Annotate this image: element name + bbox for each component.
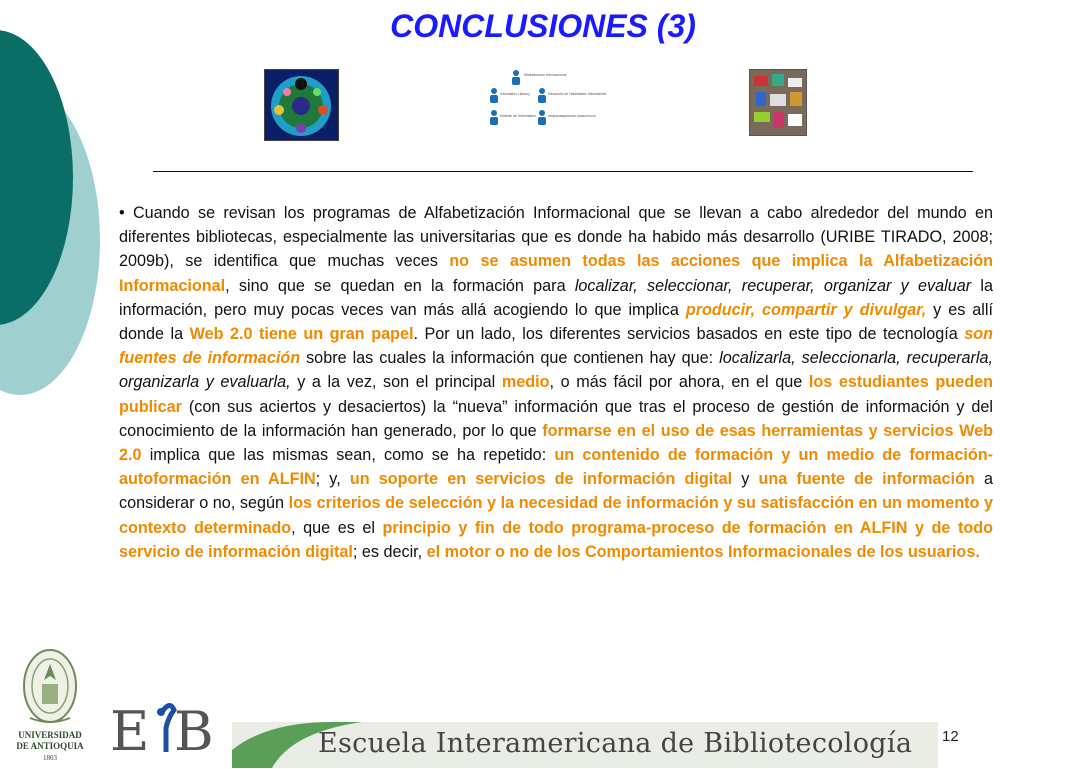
body-text-run: y a la vez, son el principal: [290, 373, 502, 392]
body-text-run: , sino que se quedan en la formación para: [225, 276, 575, 295]
highlighted-text: localizarla, seleccionarla, recuperarla, organizarla y evaluarla,: [119, 349, 993, 392]
alfin-label-es: Alfabetización Informacional: [524, 73, 567, 77]
alfin-label-dhi: Desarrollo de Habilidades Informativas: [548, 92, 607, 96]
universidad-antioquia-logo: [14, 646, 86, 764]
alfin-label-fr: Maîtrise de l'information: [500, 114, 536, 118]
divider-line: [153, 171, 973, 172]
body-text-run: y es allí donde la: [119, 300, 993, 344]
body-text-run: y: [732, 470, 759, 489]
svg-text:B: B: [174, 700, 214, 763]
conclusion-paragraph: [119, 201, 993, 564]
highlighted-text: son fuentes de información: [119, 325, 994, 368]
body-text-run: ; y,: [315, 470, 350, 489]
university-name-line2: DE ANTIOQUIA: [16, 741, 84, 751]
collage-image: [749, 69, 807, 136]
body-text-run: la información, pero muy pocas veces van más allá acogiendo lo que implica: [119, 276, 993, 319]
highlighted-text: una fuente de información: [758, 470, 975, 489]
body-text-run: , o más fácil por ahora, en el que: [549, 373, 809, 392]
alfin-diagram-image: [484, 67, 607, 131]
body-text-run: • Cuando se revisan los programas de Alfabetización Informacional que se llevan a cabo alrededor del mundo en diferentes bibliotecas, especialmente las universitarias que es donde ha habido más desarrollo (URIBE TIRADO, 2008; 2009b), se identifica que muchas veces: [119, 204, 993, 271]
university-name-line1: UNIVERSIDAD: [18, 730, 82, 740]
highlighted-text: localizar, seleccionar, recuperar, organizar y evaluar: [574, 276, 972, 295]
planet-network-image: [264, 69, 339, 141]
body-text-run: a considerar o no, según: [119, 470, 993, 513]
body-text-run: implica que las mismas sean, como se ha repetido:: [141, 446, 555, 465]
body-text-run: (con sus aciertos y desaciertos) la “nueva” información que tras el proceso de gestión de información y del conocimiento de la información han generado, por lo que: [119, 397, 993, 440]
school-name: Escuela Interamericana de Bibliotecología: [318, 728, 913, 759]
highlighted-text: los criterios de selección y la necesidad de información y su satisfacción en un momento y contexto determinado: [119, 494, 993, 537]
eib-logo: [110, 698, 214, 763]
school-banner: [232, 722, 938, 768]
body-text-run: , que es el: [291, 518, 383, 537]
highlighted-text: Web 2.0 tiene un gran papel: [189, 325, 414, 344]
highlighted-text: principio y fin de todo programa-proceso de formación en ALFIN y de todo servicio de información digital: [119, 518, 993, 561]
body-text-run: sobre las cuales la información que contienen hay que:: [300, 349, 720, 368]
highlighted-text: medio: [501, 373, 550, 392]
highlighted-text: un soporte en servicios de información digital: [349, 470, 733, 489]
alfin-label-en: Information Literacy: [500, 92, 530, 96]
svg-text:E: E: [110, 700, 150, 763]
page-number: 12: [942, 728, 959, 745]
body-text-run: ; es decir,: [352, 542, 427, 561]
highlighted-text: formarse en el uso de esas herramientas y servicios Web 2.0: [119, 421, 993, 465]
university-year: 1803: [43, 754, 57, 762]
highlighted-text: producir, compartir y divulgar,: [685, 300, 927, 319]
body-text-run: . Por un lado, los diferentes servicios basados en este tipo de tecnología: [413, 325, 965, 344]
alfin-label-ru: информационная грамотность: [548, 114, 597, 118]
highlighted-text: un contenido de formación y un medio de formación-autoformación en ALFIN: [119, 446, 993, 489]
slide-title: CONCLUSIONES (3): [390, 8, 696, 44]
highlighted-text: los estudiantes pueden publicar: [119, 373, 993, 416]
highlighted-text: el motor o no de los Comportamientos Informacionales de los usuarios.: [426, 542, 980, 561]
highlighted-text: no se asumen todas las acciones que implica la Alfabetización Informacional: [119, 252, 993, 295]
